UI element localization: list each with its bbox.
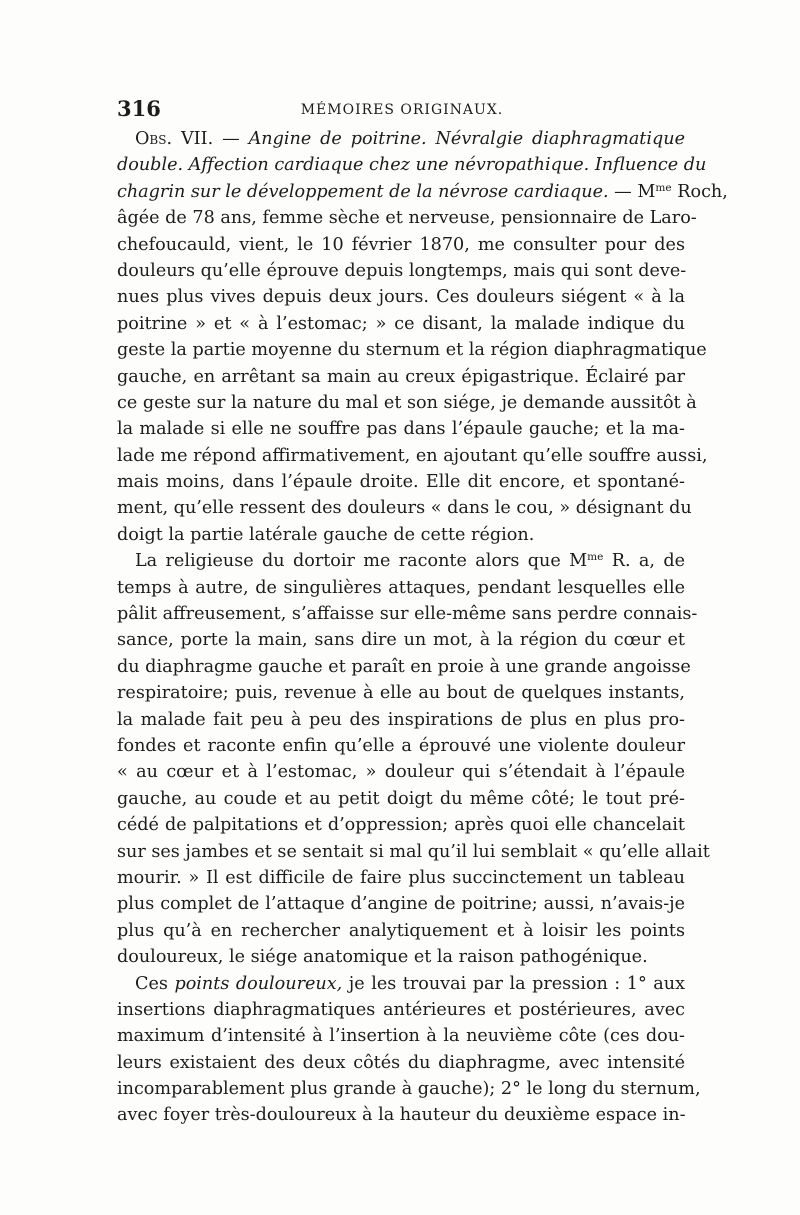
page-header xyxy=(117,96,687,126)
obs-label: Obs. xyxy=(135,129,173,149)
page-number: 316 xyxy=(117,96,161,121)
running-head: MÉMOIRES ORIGINAUX. xyxy=(300,102,504,118)
text-line: la malade si elle ne souffre pas dans l’épaule gauche; et la ma- xyxy=(117,419,685,440)
text-line: plus qu’à en rechercher analytiquement et à loisir les points xyxy=(117,920,685,941)
text-line: « au cœur et à l’estomac, » douleur qui s’étendait à l’épaule xyxy=(117,762,685,783)
text-line: poitrine » et « à l’estomac; » ce disant, la malade indique du xyxy=(117,313,685,334)
text-line: nues plus vives depuis deux jours. Ces douleurs siégent « à la xyxy=(117,287,685,308)
text-line: âgée de 78 ans, femme sèche et nerveuse, pensionnaire de Laro- xyxy=(117,208,697,229)
obs-number: VII. — xyxy=(180,129,240,149)
text-line: cédé de palpitations et d’oppression; après quoi elle chancelait xyxy=(117,815,685,836)
text-line: sur ses jambes et se sentait si mal qu’il lui semblait « qu’elle allait xyxy=(117,841,710,862)
text-line: insertions diaphragmatiques antérieures et postérieures, avec xyxy=(117,999,685,1020)
text-line: Ces points douloureux, je les trouvai par la pression : 1° aux xyxy=(135,973,686,994)
text-line: geste la partie moyenne du sternum et la région diaphragmatique xyxy=(117,340,707,361)
text-line: chefoucauld, vient, le 10 février 1870, me consulter pour des xyxy=(117,234,685,255)
text-line: temps à autre, de singulières attaques, pendant lesquelles elle xyxy=(117,577,685,598)
text-line: douloureux, le siége anatomique et la raison pathogénique. xyxy=(117,947,648,968)
text-line: pâlit affreusement, s’affaisse sur elle-même sans perdre connais- xyxy=(117,604,698,625)
text-line: gauche, en arrêtant sa main au creux épigastrique. Éclairé par xyxy=(117,366,685,387)
text-line: chagrin sur le développement de la névrose cardiaque. — $M^{me}$ Roch, xyxy=(117,181,728,202)
body-text xyxy=(117,126,728,1129)
text-line: la malade fait peu à peu des inspirations de plus en plus pro- xyxy=(117,709,685,730)
text-line: avec foyer très-douloureux à la hauteur du deuxième espace in- xyxy=(117,1105,686,1126)
observation-title: Angine de poitrine. Névralgie diaphragmatique xyxy=(248,129,686,149)
text-line: La religieuse du dortoir me raconte alors que $M^{me}$ R. a, de xyxy=(135,551,686,572)
text-line xyxy=(117,126,685,152)
text-line: lade me répond affirmativement, en ajoutant qu’elle souffre aussi, xyxy=(117,445,708,466)
text-line: ment, qu’elle ressent des douleurs « dans le cou, » désignant du xyxy=(117,498,692,519)
text-line: gauche, au coude et au petit doigt du même côté; le tout pré- xyxy=(117,788,685,809)
text-line: mais moins, dans l’épaule droite. Elle dit encore, et spontané- xyxy=(117,472,685,493)
text-line: fondes et raconte enfin qu’elle a éprouvé une violente douleur xyxy=(117,735,685,756)
text-line: double. Affection cardiaque chez une névropathique. Influence du xyxy=(117,155,707,176)
text-line: mourir. » Il est difficile de faire plus succinctement un tableau xyxy=(117,867,685,888)
text-line: leurs existaient des deux côtés du diaphragme, avec intensité xyxy=(117,1052,685,1073)
text-line: plus complet de l’attaque d’angine de poitrine; aussi, n’avais-je xyxy=(117,894,685,915)
emphasis-points-douloureux: points douloureux, xyxy=(174,973,343,994)
text-line: ce geste sur la nature du mal et son siége, je demande aussitôt à xyxy=(117,392,697,413)
text-line: respiratoire; puis, revenue à elle au bout de quelques instants, xyxy=(117,683,685,704)
text-line: maximum d’intensité à l’insertion à la neuvième côte (ces dou- xyxy=(117,1026,685,1047)
text-line: sance, porte la main, sans dire un mot, à la région du cœur et xyxy=(117,630,685,651)
text-line: incomparablement plus grande à gauche); 2° le long du sternum, xyxy=(117,1079,701,1100)
text-line: douleurs qu’elle éprouve depuis longtemps, mais qui sont deve- xyxy=(117,260,687,281)
text-line: du diaphragme gauche et paraît en proie à une grande angoisse xyxy=(117,656,691,677)
text-line: doigt la partie latérale gauche de cette région. xyxy=(117,524,535,545)
